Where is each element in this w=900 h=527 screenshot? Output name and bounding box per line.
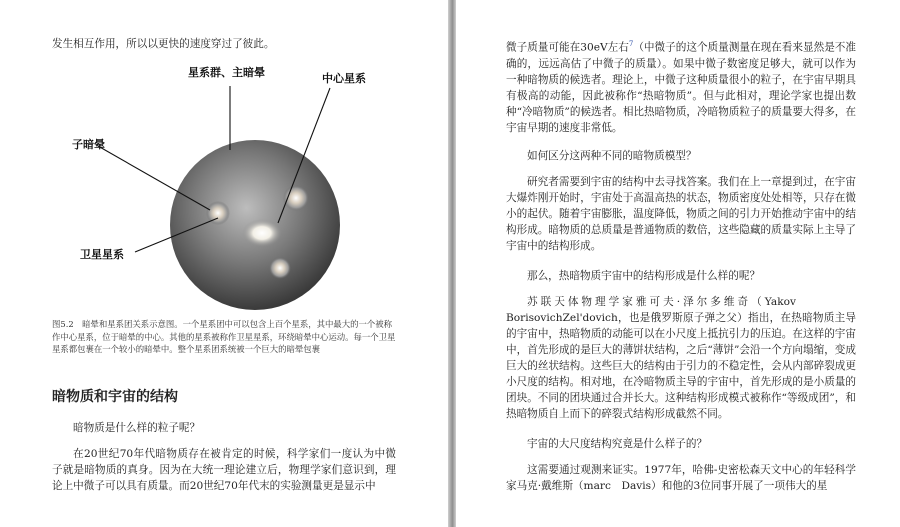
paragraph-4: 这需要通过观测来证实。1977年，哈佛-史密松森天文中心的年轻科学家马克·戴维斯（marc Davis）和他的3位同事开展了一项伟大的星 (506, 464, 856, 492)
question-2: 那么，热暗物质宇宙中的结构形成是什么样的呢？ (527, 270, 761, 282)
satellite-galaxy-lower (269, 257, 291, 279)
paragraph-3-rest: Zel'dovich，也是俄罗斯原子弹之父）指出，在热暗物质主导的宇宙中，热暗物质的动能可以在小尺度上抵抗引力的压迫。在这样的宇宙中，首先形成的是巨大的薄饼状结构，之后“薄饼”会沿一个方向塌缩，变成巨大的丝状结构。这些巨大的结构由于引力的不稳定性，会从内部碎裂成更小尺度的结构。相对地，在冷暗物质主导的宇宙中，首先形成的是小质量的团块。不同的团块通过合并长大。这种结构形成模式被称作“等级成团”，和热暗物质自上而下的碎裂式结构形成截然不同。 (506, 312, 856, 420)
body-paragraph: 在20世纪70年代暗物质存在被肯定的时候，科学家们一度认为中微子就是暗物质的真身。因为在大统一理论建立后，物理学家们意识到，理论上中微子可以具有质量。而20世纪70年代末的实验测量更是显示中 (52, 448, 396, 492)
question-text: 暗物质是什么样的粒子呢？ (73, 422, 201, 434)
question-3: 宇宙的大尺度结构究竟是什么样子的？ (527, 438, 708, 450)
book-gutter (448, 0, 456, 527)
paragraph-3-line1-end: Borisovich (506, 312, 563, 324)
section-title: 暗物质和宇宙的结构 (52, 389, 178, 405)
intro-line: 发生相互作用，所以以更快的速度穿过了彼此。 (52, 38, 275, 50)
label-subhalo: 子暗晕 (72, 138, 105, 151)
central-galaxy (242, 219, 282, 247)
paragraph-1 (506, 36, 856, 136)
right-page (456, 0, 900, 527)
footnote-ref[interactable]: 7 (628, 40, 634, 48)
figure-halo-diagram (60, 60, 400, 314)
satellite-galaxy-upper (283, 185, 309, 211)
label-central-galaxy: 中心星系 (322, 72, 366, 85)
label-satellite-galaxy: 卫星星系 (80, 248, 124, 261)
figure-caption: 图5.2 暗晕和星系团关系示意图。一个星系团中可以包含上百个星系，其中最大的一个被称作中心星系，位于暗晕的中心。其他的星系被称作卫星星系，环绕暗晕中心运动。每一个卫星星系都包裹在一个较小的暗晕中。整个星系团系统被一个巨大的暗晕包裹 (52, 319, 396, 354)
label-cluster-halo: 星系群、主暗晕 (188, 66, 265, 79)
paragraph-3 (506, 294, 856, 422)
left-page (0, 0, 448, 527)
paragraph-3-line1: 苏联天体物理学家雅可夫·泽尔多维奇（Yakov (527, 296, 796, 308)
paragraph-1-start: 微子质量可能在30eV左右 (506, 41, 629, 54)
question-1: 如何区分这两种不同的暗物质模型？ (527, 150, 697, 162)
paragraph-1-rest: （中微子的这个质量测量在现在看来显然是不准确的，远远高估了中微子的质量）。如果中微子数密度足够大，就可以作为一种暗物质的候选者。理论上，中微子这种质量很小的粒子，在宇宙早期具有极高的动能，因此被称作“热暗物质”。但与此相对，理论学家也提出数种“冷暗物质”的候选者。相比热暗物质，冷暗物质粒子的质量要大得多，在宇宙早期的速度非常低。 (506, 41, 856, 134)
paragraph-2: 研究者需要到宇宙的结构中去寻找答案。我们在上一章提到过，在宇宙大爆炸刚开始时，宇宙处于高温高热的状态，物质密度处处相等，只存在微小的起伏。随着宇宙膨胀，温度降低，物质之间的引力开始推动宇宙中的结构形成。暗物质的总质量是普通物质的数倍，这些隐藏的质量实际上主导了宇宙中的结构形成。 (506, 176, 856, 252)
halo-illustration (60, 60, 400, 314)
